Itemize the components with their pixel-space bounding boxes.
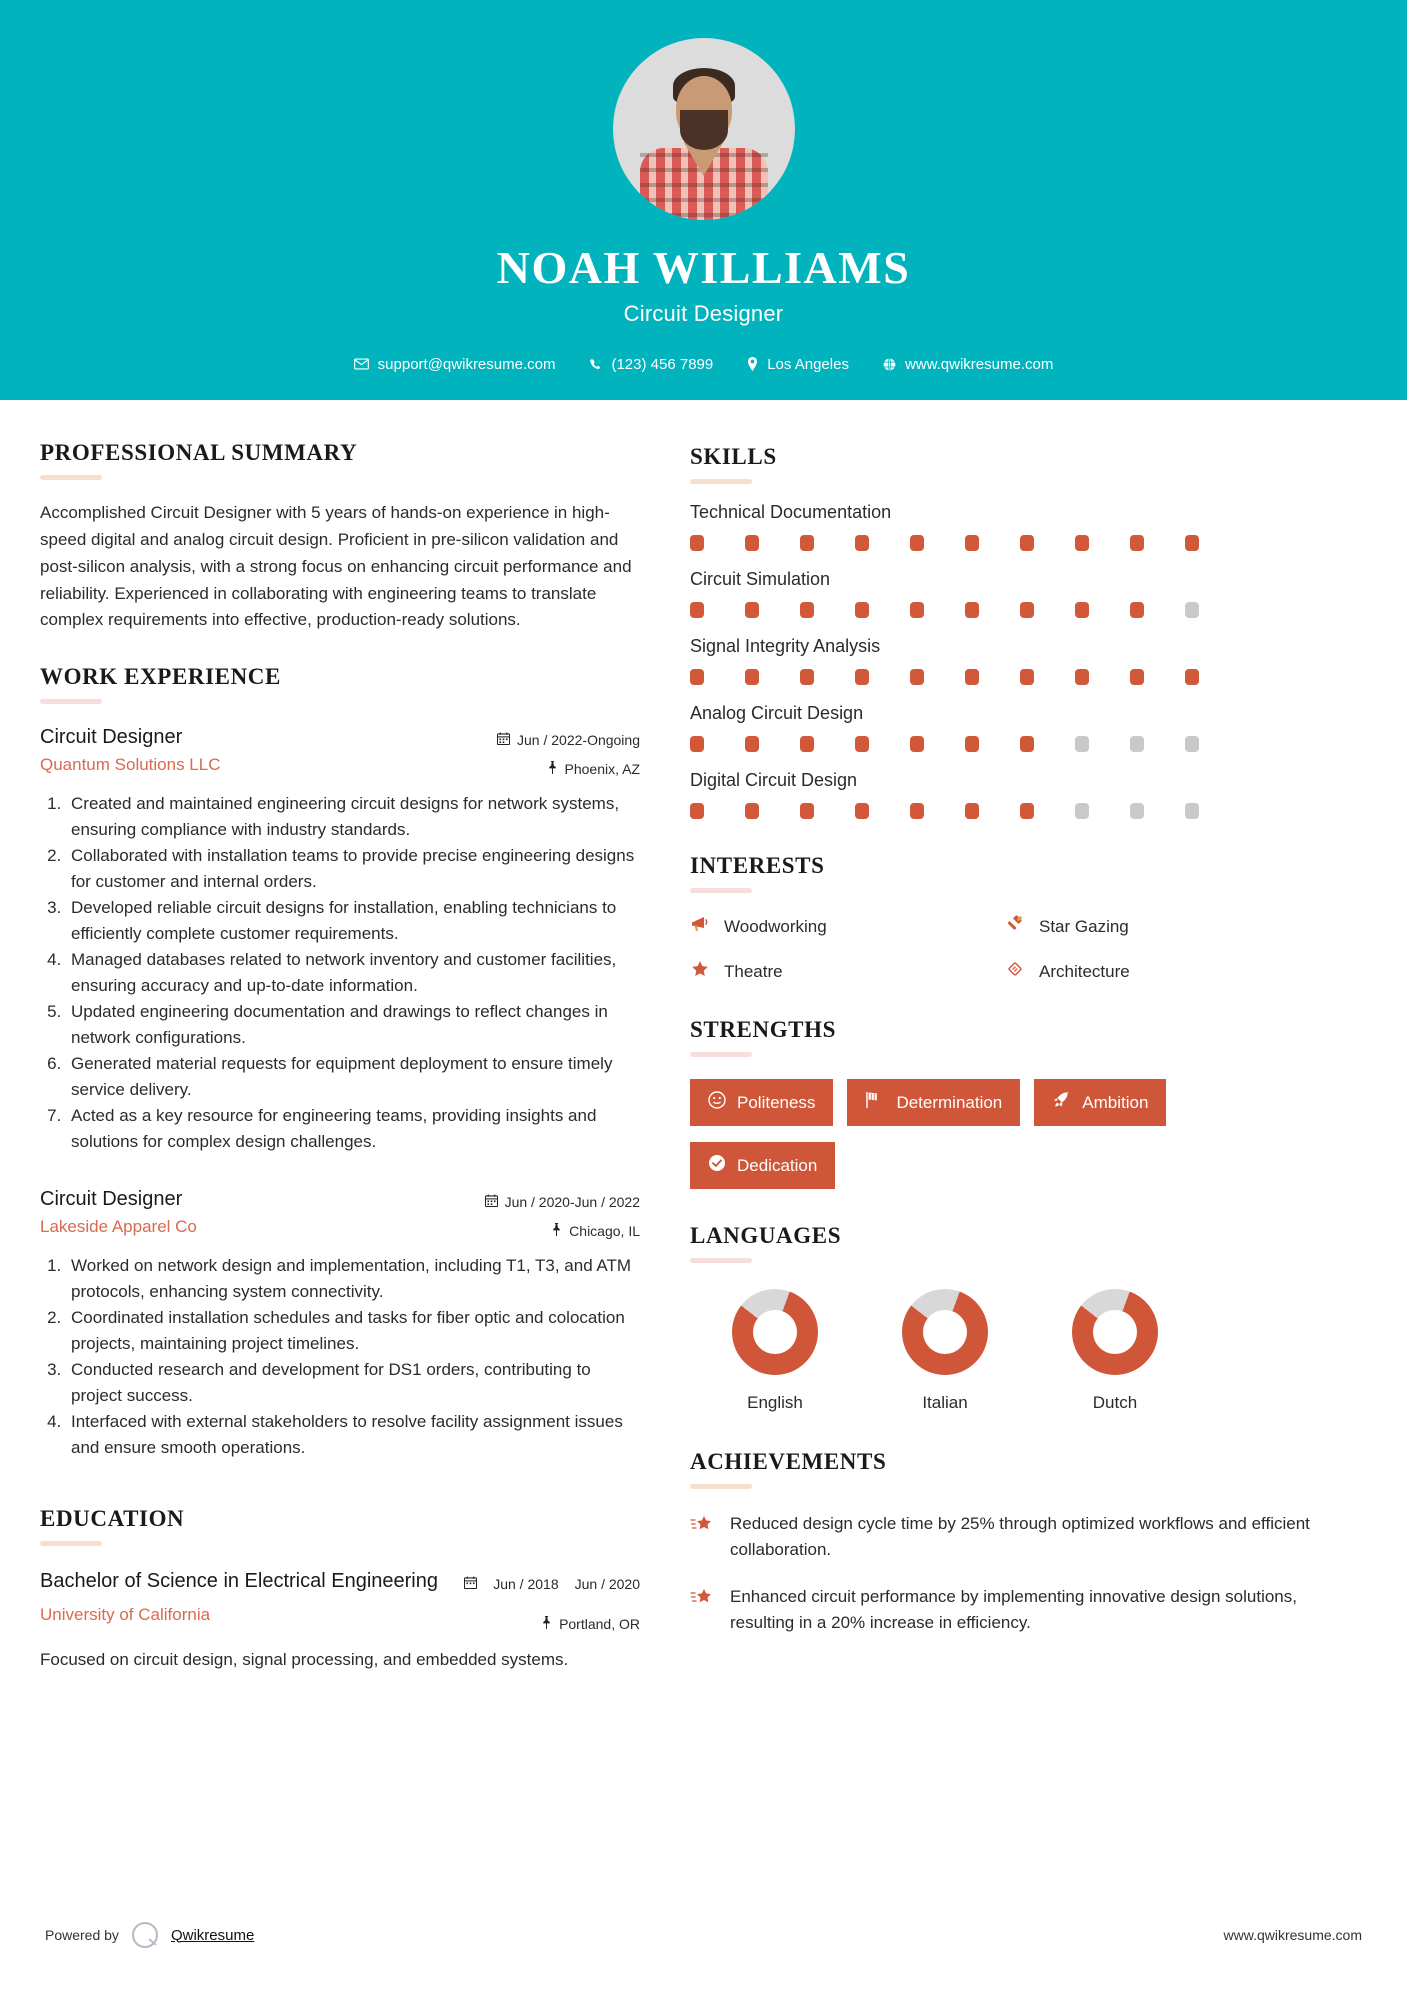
- skill-dot: [910, 602, 924, 618]
- candidate-name: NOAH WILLIAMS: [496, 242, 911, 293]
- skill-dot: [690, 736, 704, 752]
- strength-label: Determination: [896, 1092, 1003, 1112]
- contact-bar: [337, 356, 1071, 373]
- interest-item: [690, 960, 1005, 983]
- education-entry: [40, 1570, 640, 1672]
- skill-dot: [1020, 736, 1034, 752]
- job-meta: [497, 726, 640, 777]
- skill-dot: [1130, 535, 1144, 551]
- education-location: Portland, OR: [559, 1615, 640, 1632]
- languages-list: [690, 1289, 1320, 1413]
- skill-dot: [855, 669, 869, 685]
- contact-phone[interactable]: [572, 356, 730, 373]
- skill-dot: [745, 602, 759, 618]
- calendar-icon: [497, 732, 510, 748]
- interest-label: Woodworking: [724, 916, 827, 936]
- contact-email-text: support@qwikresume.com: [377, 355, 556, 373]
- skill-dot: [745, 535, 759, 551]
- job-bullets: [66, 791, 640, 1154]
- education-meta: [464, 1570, 640, 1632]
- skill-dot: [1075, 669, 1089, 685]
- section-rule: [690, 1052, 752, 1057]
- skill-dot: [855, 602, 869, 618]
- work-entry: [40, 1188, 640, 1460]
- interest-item: [1005, 960, 1320, 983]
- achievement-item: [690, 1511, 1320, 1562]
- interest-item: [1005, 915, 1320, 938]
- resume-body: [0, 400, 1407, 1672]
- smiley-icon: [708, 1091, 726, 1114]
- qwikresume-logo-icon: [132, 1922, 158, 1948]
- section-rule: [690, 1258, 752, 1263]
- section-rule: [40, 1541, 102, 1546]
- skill-dot: [690, 803, 704, 819]
- job-location: Phoenix, AZ: [564, 761, 640, 778]
- skill-dot: [910, 535, 924, 551]
- skill-dot: [910, 669, 924, 685]
- resume-header: [0, 0, 1407, 400]
- skill-item: [690, 502, 1320, 551]
- job-organization: Quantum Solutions LLC: [40, 755, 221, 775]
- achievement-text: Enhanced circuit performance by implementing innovative design solutions, resulting in a 20% increase in efficiency.: [730, 1587, 1297, 1632]
- globe-icon: [883, 358, 896, 371]
- skill-dot: [1185, 535, 1199, 551]
- avatar: [613, 38, 795, 220]
- skill-rating: [690, 535, 1320, 551]
- education-end-date: Jun / 2020: [574, 1576, 640, 1593]
- work-entry: [40, 726, 640, 1154]
- strength-chip: [1034, 1079, 1166, 1126]
- contact-website[interactable]: [866, 356, 1070, 373]
- skill-dot: [1075, 602, 1089, 618]
- skills-heading: SKILLS: [690, 444, 777, 469]
- skill-dot: [1020, 535, 1034, 551]
- skill-name: Analog Circuit Design: [690, 703, 864, 723]
- section-rule: [690, 1484, 752, 1489]
- job-role: Circuit Designer: [40, 1188, 183, 1211]
- work-experience-heading: WORK EXPERIENCE: [40, 664, 281, 690]
- skill-dot: [1130, 736, 1144, 752]
- achievements-heading: ACHIEVEMENTS: [690, 1449, 887, 1474]
- skill-item: [690, 770, 1320, 819]
- job-bullet: 1. Worked on network design and implementation, including T1, T3, and ATM protocols, enhancing system connectivity.: [66, 1253, 640, 1304]
- interest-item: [690, 915, 1005, 938]
- skill-dot: [1185, 736, 1199, 752]
- job-bullet: 2. Coordinated installation schedules and tasks for fiber optic and colocation projects, maintaining project timelines.: [66, 1305, 640, 1356]
- achievement-text: Reduced design cycle time by 25% through optimized workflows and efficient collaboration.: [730, 1514, 1310, 1559]
- contact-phone-text: (123) 456 7899: [611, 355, 714, 373]
- shooting-star-icon: [690, 1511, 714, 1562]
- job-bullets: [66, 1253, 640, 1460]
- skill-dot: [855, 736, 869, 752]
- calendar-icon: [485, 1194, 498, 1210]
- skill-dot: [965, 669, 979, 685]
- diamond-icon: [1005, 960, 1025, 983]
- interests-heading: INTERESTS: [690, 853, 825, 878]
- job-bullet: 6. Generated material requests for equipment deployment to ensure timely service delivery.: [66, 1051, 640, 1102]
- skill-dot: [965, 803, 979, 819]
- strength-label: Ambition: [1082, 1092, 1149, 1112]
- skill-dot: [1185, 602, 1199, 618]
- skill-dot: [1020, 669, 1034, 685]
- page-footer: [0, 1880, 1407, 1990]
- job-role: Circuit Designer: [40, 726, 183, 749]
- job-bullet: 7. Acted as a key resource for engineering teams, providing insights and solutions for complex design challenges.: [66, 1103, 640, 1154]
- skill-dot: [855, 803, 869, 819]
- job-dates: Jun / 2022-Ongoing: [517, 732, 640, 749]
- left-column: [40, 440, 640, 1672]
- language-item: [860, 1289, 1030, 1413]
- skill-dot: [745, 736, 759, 752]
- job-bullet: 4. Managed databases related to network inventory and customer facilities, ensuring accuracy and up-to-date information.: [66, 947, 640, 998]
- section-rule: [40, 699, 102, 704]
- strength-chip: [690, 1142, 835, 1189]
- strength-label: Dedication: [737, 1155, 818, 1175]
- pin-icon: [551, 1223, 562, 1239]
- map-pin-icon: [747, 357, 758, 371]
- footer-website-url: www.qwikresume.com: [1223, 1927, 1362, 1943]
- job-bullet: 5. Updated engineering documentation and drawings to reflect changes in network configurations.: [66, 999, 640, 1050]
- education-description: Focused on circuit design, signal processing, and embedded systems.: [40, 1649, 569, 1669]
- languages-heading: LANGUAGES: [690, 1223, 842, 1248]
- skill-dot: [690, 535, 704, 551]
- skill-dot: [1185, 669, 1199, 685]
- job-location: Chicago, IL: [569, 1223, 640, 1240]
- job-meta: [485, 1188, 640, 1239]
- skill-dot: [800, 535, 814, 551]
- powered-by-label: Powered by: [45, 1927, 119, 1943]
- skill-dot: [1130, 669, 1144, 685]
- qwikresume-brand-link[interactable]: Qwikresume: [170, 1926, 255, 1944]
- skill-name: Digital Circuit Design: [690, 770, 858, 790]
- language-item: [1030, 1289, 1200, 1413]
- skill-dot: [1130, 803, 1144, 819]
- interest-label: Architecture: [1039, 961, 1130, 981]
- professional-summary-text: Accomplished Circuit Designer with 5 years of hands-on experience in high-speed digital and analog circuit design. Proficient in pre-silicon validation and post-silicon analysis, with a strong focus on enhancing circuit performance and reliability. Experienced in collaborating with engineering teams to translate complex requirements into effective, production-ready solutions.: [40, 503, 632, 630]
- contact-location[interactable]: [730, 356, 866, 373]
- pin-icon: [547, 761, 558, 777]
- skill-dot: [1075, 803, 1089, 819]
- skill-rating: [690, 669, 1320, 685]
- skill-dot: [1130, 602, 1144, 618]
- gavel-icon: [1005, 915, 1025, 938]
- skill-dot: [1020, 803, 1034, 819]
- job-bullet: 3. Conducted research and development for DS1 orders, contributing to project success.: [66, 1357, 640, 1408]
- skill-item: [690, 703, 1320, 752]
- star-icon: [690, 960, 710, 983]
- education-start-date: Jun / 2018: [493, 1576, 559, 1593]
- achievement-item: [690, 1584, 1320, 1635]
- skill-dot: [855, 535, 869, 551]
- strengths-list: [690, 1079, 1320, 1189]
- job-bullet: 2. Collaborated with installation teams to provide precise engineering designs for customer and internal orders.: [66, 843, 640, 894]
- education-school: University of California: [40, 1605, 211, 1625]
- skill-item: [690, 569, 1320, 618]
- candidate-job-title: Circuit Designer: [623, 300, 784, 326]
- skill-dot: [965, 736, 979, 752]
- avatar-beard: [680, 110, 728, 150]
- skill-dot: [745, 803, 759, 819]
- language-donut-chart: [732, 1289, 818, 1375]
- donut-hole: [923, 1310, 967, 1354]
- strength-chip: [847, 1079, 1020, 1126]
- donut-hole: [753, 1310, 797, 1354]
- strengths-heading: STRENGTHS: [690, 1017, 837, 1042]
- flag-icon: [865, 1091, 885, 1114]
- skill-dot: [1185, 803, 1199, 819]
- skill-name: Technical Documentation: [690, 502, 892, 522]
- skill-dot: [1020, 602, 1034, 618]
- section-rule: [690, 888, 752, 893]
- language-name: Dutch: [1092, 1393, 1138, 1412]
- skill-dot: [800, 602, 814, 618]
- rocket-icon: [1052, 1091, 1071, 1114]
- donut-hole: [1093, 1310, 1137, 1354]
- professional-summary-heading: PROFESSIONAL SUMMARY: [40, 440, 358, 465]
- education-heading: EDUCATION: [40, 1506, 185, 1532]
- contact-email[interactable]: [337, 356, 573, 373]
- job-organization: Lakeside Apparel Co: [40, 1217, 197, 1237]
- skill-dot: [800, 803, 814, 819]
- interests-list: [690, 915, 1320, 983]
- interest-label: Star Gazing: [1039, 916, 1129, 936]
- skill-rating: [690, 803, 1320, 819]
- section-rule: [690, 479, 752, 484]
- right-column: [690, 440, 1320, 1672]
- skill-dot: [690, 602, 704, 618]
- shooting-star-icon: [690, 1584, 714, 1635]
- skill-dot: [965, 602, 979, 618]
- skill-rating: [690, 736, 1320, 752]
- contact-location-text: Los Angeles: [767, 355, 849, 373]
- strength-label: Politeness: [737, 1092, 816, 1112]
- skill-rating: [690, 602, 1320, 618]
- interest-label: Theatre: [724, 961, 783, 981]
- skill-dot: [910, 803, 924, 819]
- skill-dot: [1075, 736, 1089, 752]
- envelope-icon: [354, 358, 369, 370]
- skill-name: Circuit Simulation: [690, 569, 831, 589]
- job-bullet: 3. Developed reliable circuit designs for installation, enabling technicians to efficiently complete customer requirements.: [66, 895, 640, 946]
- skill-item: [690, 636, 1320, 685]
- skill-dot: [800, 669, 814, 685]
- education-degree: Bachelor of Science in Electrical Engineering: [40, 1570, 438, 1593]
- skill-dot: [690, 669, 704, 685]
- skill-dot: [800, 736, 814, 752]
- strength-chip: [690, 1079, 833, 1126]
- language-name: English: [747, 1393, 803, 1412]
- powered-by-group: [45, 1922, 254, 1948]
- skills-list: [690, 502, 1320, 819]
- phone-icon: [589, 358, 602, 371]
- job-bullet: 1. Created and maintained engineering circuit designs for network systems, ensuring compliance with industry standards.: [66, 791, 640, 842]
- language-donut-chart: [1072, 1289, 1158, 1375]
- skill-name: Signal Integrity Analysis: [690, 636, 881, 656]
- language-donut-chart: [902, 1289, 988, 1375]
- section-rule: [40, 475, 102, 480]
- skill-dot: [965, 535, 979, 551]
- check-circle-icon: [708, 1154, 726, 1177]
- skill-dot: [910, 736, 924, 752]
- language-item: [690, 1289, 860, 1413]
- contact-website-text: www.qwikresume.com: [904, 355, 1054, 373]
- job-bullet: 4. Interfaced with external stakeholders to resolve facility assignment issues and ensure smooth operations.: [66, 1409, 640, 1460]
- pin-icon: [541, 1616, 552, 1632]
- skill-dot: [745, 669, 759, 685]
- job-dates: Jun / 2020-Jun / 2022: [504, 1194, 640, 1211]
- calendar-icon: [464, 1576, 477, 1592]
- skill-dot: [1075, 535, 1089, 551]
- megaphone-icon: [690, 915, 710, 938]
- language-name: Italian: [922, 1393, 968, 1412]
